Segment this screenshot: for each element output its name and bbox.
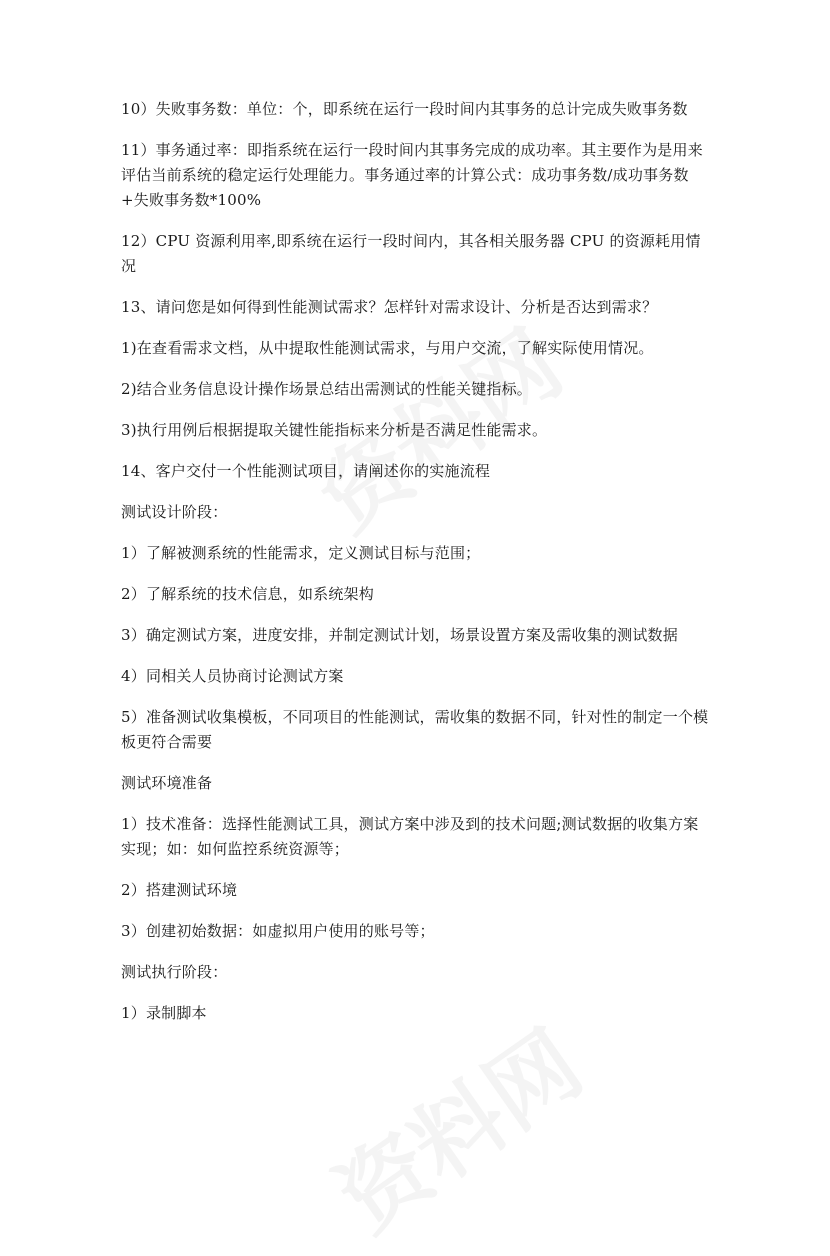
document-body: [121, 97, 711, 1042]
environment-item-1: 1）技术准备：选择性能测试工具，测试方案中涉及到的技术问题;测试数据的收集方案实现；如：如何监控系统资源等；: [121, 815, 699, 858]
environment-item-3: 3）创建初始数据：如虚拟用户使用的账号等；: [121, 922, 435, 940]
section-test-environment: 测试环境准备: [121, 774, 213, 792]
answer-13-item-1: 1)在查看需求文档，从中提取性能测试需求，与用户交流，了解实际使用情况。: [121, 339, 654, 357]
design-item-1: 1）了解被测系统的性能需求，定义测试目标与范围；: [121, 544, 481, 562]
design-item-2: 2）了解系统的技术信息，如系统架构: [121, 585, 374, 603]
paragraph-cpu-utilization: 12）CPU 资源利用率,即系统在运行一段时间内，其各相关服务器 CPU 的资源耗用情况: [121, 232, 701, 275]
design-item-3: 3）确定测试方案，进度安排，并制定测试计划，场景设置方案及需收集的测试数据: [121, 626, 678, 644]
section-test-execution: 测试执行阶段：: [121, 963, 228, 981]
section-test-design: 测试设计阶段：: [121, 503, 228, 521]
answer-13-item-2: 2)结合业务信息设计操作场景总结出需测试的性能关键指标。: [121, 380, 532, 398]
environment-item-2: 2）搭建测试环境: [121, 881, 238, 899]
answer-13-item-3: 3)执行用例后根据提取关键性能指标来分析是否满足性能需求。: [121, 421, 548, 439]
design-item-5: 5）准备测试收集模板，不同项目的性能测试，需收集的数据不同，针对性的制定一个模板更符合需要: [121, 708, 709, 751]
design-item-4: 4）同相关人员协商讨论测试方案: [121, 667, 344, 685]
execution-item-1: 1）录制脚本: [121, 1004, 207, 1022]
paragraph-failed-transactions: 10）失败事务数：单位：个，即系统在运行一段时间内其事务的总计完成失败事务数: [121, 100, 688, 118]
paragraph-transaction-pass-rate: 11）事务通过率：即指系统在运行一段时间内其事务完成的成功率。其主要作为是用来评估当前系统的稳定运行处理能力。事务通过率的计算公式：成功事务数/成功事务数+失败事务数*100%: [121, 141, 703, 209]
question-13-heading: 13、请问您是如何得到性能测试需求？怎样针对需求设计、分析是否达到需求？: [121, 298, 658, 316]
question-14-heading: 14、客户交付一个性能测试项目，请阐述你的实施流程: [121, 462, 491, 480]
